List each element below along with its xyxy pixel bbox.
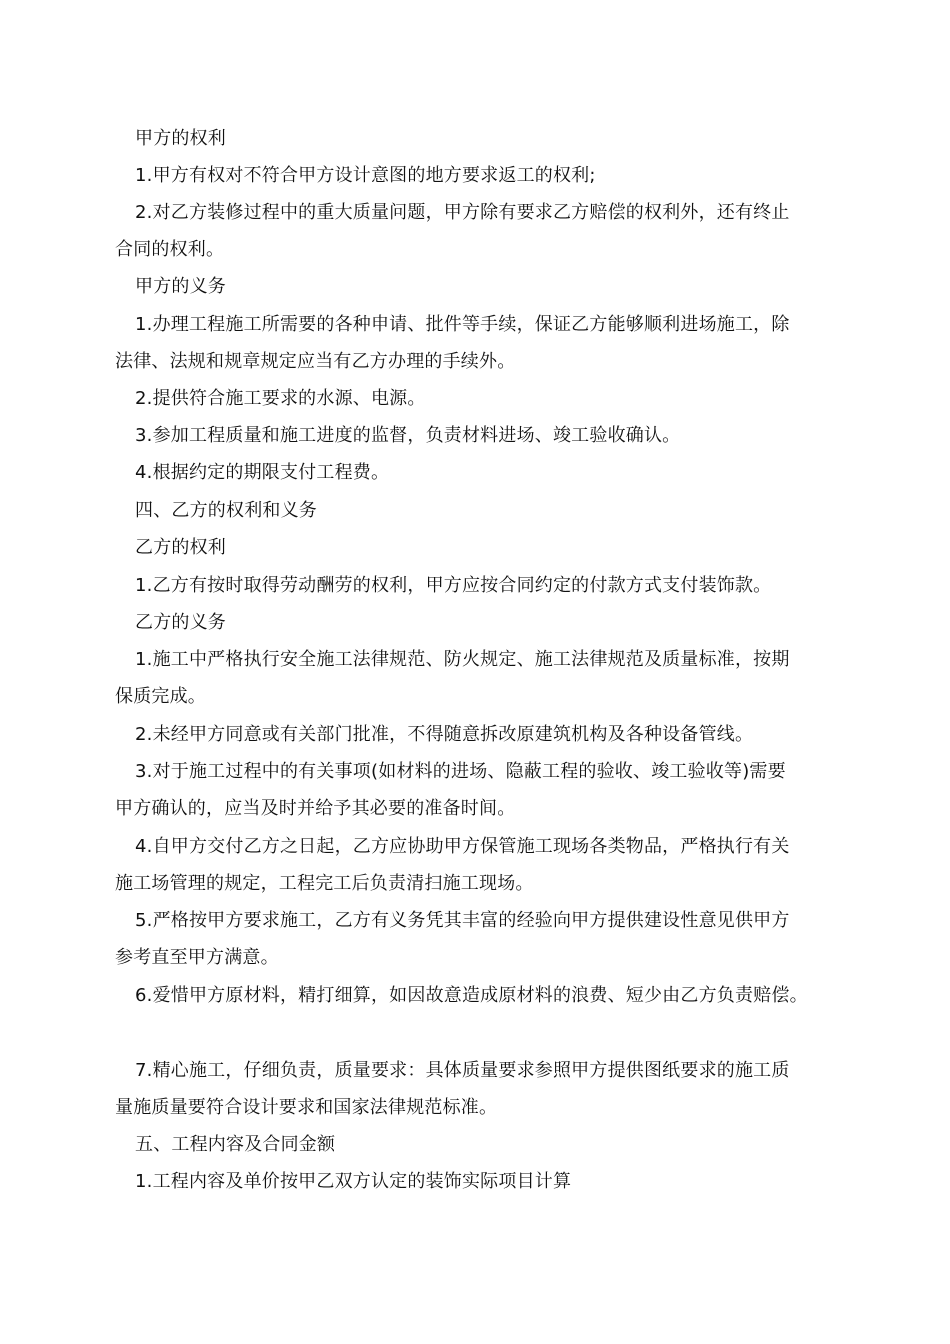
paragraph: 3.对于施工过程中的有关事项(如材料的进场、隐蔽工程的验收、竣工验收等)需要 [135, 761, 786, 782]
paragraph: 5.严格按甲方要求施工，乙方有义务凭其丰富的经验向甲方提供建设性意见供甲方 [135, 910, 790, 931]
paragraph-continuation: 保质完成。 [115, 686, 206, 707]
paragraph-continuation: 参考直至甲方满意。 [115, 947, 279, 968]
paragraph: 1.办理工程施工所需要的各种申请、批件等手续，保证乙方能够顺利进场施工，除 [135, 314, 790, 335]
paragraph-continuation: 合同的权利。 [115, 239, 225, 260]
paragraph: 1.乙方有按时取得劳动酬劳的权利，甲方应按合同约定的付款方式支付装饰款。 [135, 575, 772, 596]
subheading-party-a-obligations: 甲方的义务 [135, 276, 226, 297]
subheading-party-a-rights: 甲方的权利 [135, 128, 226, 149]
paragraph: 4.根据约定的期限支付工程费。 [135, 462, 390, 483]
paragraph: 1.甲方有权对不符合甲方设计意图的地方要求返工的权利; [135, 165, 596, 186]
paragraph: 3.参加工程质量和施工进度的监督，负责材料进场、竣工验收确认。 [135, 425, 681, 446]
section-heading-5: 五、工程内容及合同金额 [135, 1134, 336, 1155]
subheading-party-b-rights: 乙方的权利 [135, 537, 226, 558]
paragraph: 2.对乙方装修过程中的重大质量问题，甲方除有要求乙方赔偿的权利外，还有终止 [135, 202, 790, 223]
paragraph: 7.精心施工，仔细负责，质量要求：具体质量要求参照甲方提供图纸要求的施工质 [135, 1060, 790, 1081]
paragraph-continuation: 法律、法规和规章规定应当有乙方办理的手续外。 [115, 351, 516, 372]
paragraph: 4.自甲方交付乙方之日起，乙方应协助甲方保管施工现场各类物品，严格执行有关 [135, 836, 790, 857]
paragraph: 6.爱惜甲方原材料，精打细算，如因故意造成原材料的浪费、短少由乙方负责赔偿。 [135, 985, 808, 1006]
section-heading-4: 四、乙方的权利和义务 [135, 500, 317, 521]
paragraph: 1.工程内容及单价按甲乙双方认定的装饰实际项目计算 [135, 1171, 572, 1192]
paragraph-continuation: 量施质量要符合设计要求和国家法律规范标准。 [115, 1097, 498, 1118]
paragraph: 2.未经甲方同意或有关部门批准，不得随意拆改原建筑机构及各种设备管线。 [135, 724, 754, 745]
paragraph: 1.施工中严格执行安全施工法律规范、防火规定、施工法律规范及质量标准，按期 [135, 649, 790, 670]
paragraph-continuation: 施工场管理的规定，工程完工后负责清扫施工现场。 [115, 873, 534, 894]
paragraph-continuation: 甲方确认的，应当及时并给予其必要的准备时间。 [115, 798, 516, 819]
subheading-party-b-obligations: 乙方的义务 [135, 612, 226, 633]
paragraph: 2.提供符合施工要求的水源、电源。 [135, 388, 426, 409]
